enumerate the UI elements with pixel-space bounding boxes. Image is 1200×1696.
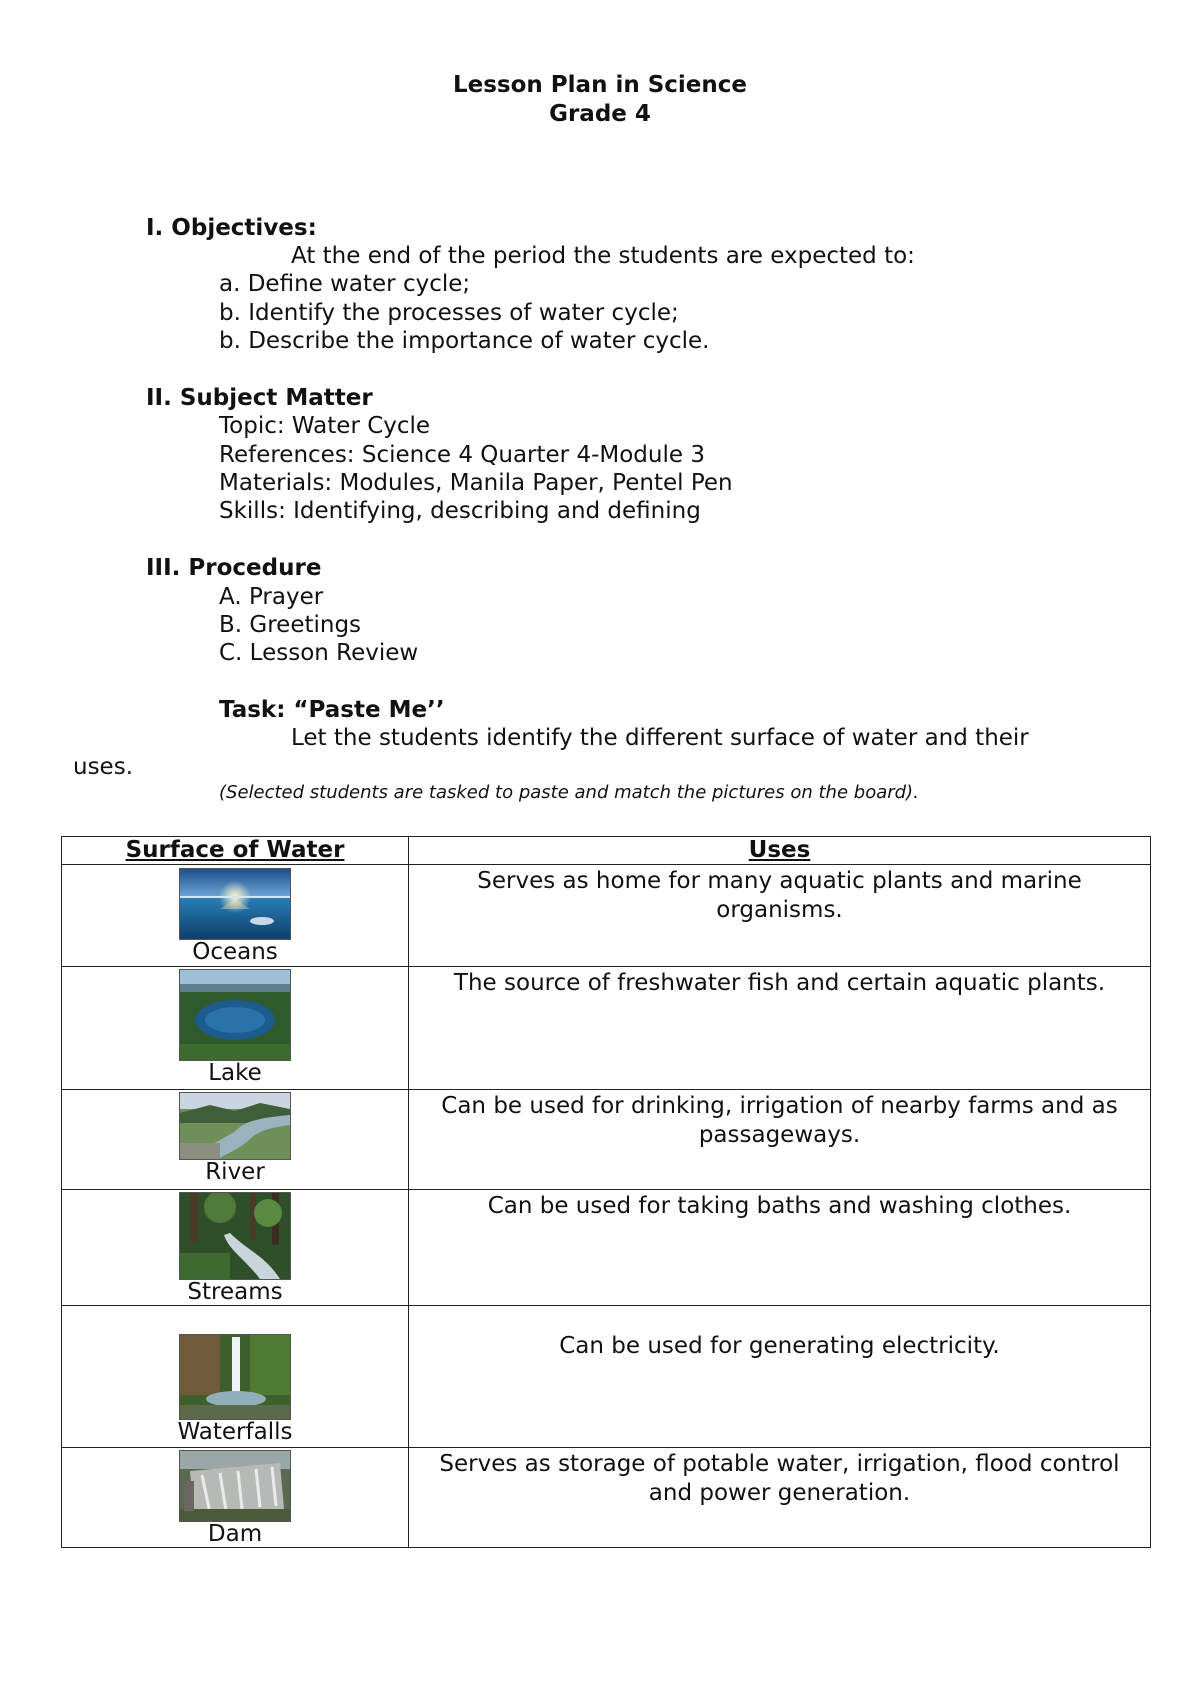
task-instruction-line2: uses.	[73, 754, 134, 780]
table-row	[62, 967, 1151, 1090]
objectives-intro: At the end of the period the students are expected to:	[291, 243, 915, 269]
subject-matter-heading: II. Subject Matter	[146, 385, 373, 411]
use-cell: Can be used for generating electricity.	[409, 1306, 1151, 1448]
table-row	[62, 1306, 1151, 1448]
subject-references: References: Science 4 Quarter 4-Module 3	[219, 442, 705, 468]
lake-photo	[179, 969, 291, 1061]
table-row	[62, 1190, 1151, 1306]
surface-cell	[62, 1190, 409, 1306]
use-cell: Serves as home for many aquatic plants and marine organisms.	[409, 865, 1151, 967]
header-uses: Uses	[409, 837, 1151, 865]
task-instruction-line1: Let the students identify the different surface of water and their	[291, 725, 1029, 751]
header-surface-of-water: Surface of Water	[62, 837, 409, 865]
use-cell: The source of freshwater fish and certain aquatic plants.	[409, 967, 1151, 1090]
objectives-heading: I. Objectives:	[146, 215, 317, 241]
table-row	[62, 1090, 1151, 1190]
surface-cell	[62, 1090, 409, 1190]
task-heading: Task: “Paste Me’’	[219, 697, 445, 723]
ocean-photo	[179, 868, 291, 940]
use-cell: Serves as storage of potable water, irrigation, flood control and power generation.	[409, 1448, 1151, 1548]
document-title: Lesson Plan in Science	[452, 72, 747, 98]
dam-photo	[179, 1450, 291, 1522]
surface-label: Lake	[208, 1060, 262, 1086]
objective-item-3: b. Describe the importance of water cycle.	[219, 328, 710, 354]
surface-label: Streams	[187, 1279, 283, 1305]
surface-cell	[62, 865, 409, 967]
subject-skills: Skills: Identifying, describing and defining	[219, 498, 701, 524]
use-cell: Can be used for drinking, irrigation of nearby farms and as passageways.	[409, 1090, 1151, 1190]
surface-of-water-table	[61, 836, 1151, 1548]
table-header-row	[62, 837, 1151, 865]
procedure-heading: III. Procedure	[146, 555, 322, 581]
procedure-step-2: B. Greetings	[219, 612, 362, 638]
surface-cell	[62, 967, 409, 1090]
surface-cell	[62, 1306, 409, 1448]
document-grade: Grade 4	[549, 101, 651, 127]
use-cell: Can be used for taking baths and washing clothes.	[409, 1190, 1151, 1306]
surface-label: Oceans	[192, 939, 278, 965]
surface-label: Dam	[207, 1521, 263, 1547]
surface-label: River	[205, 1159, 265, 1185]
waterfall-photo	[179, 1334, 291, 1420]
stream-photo	[179, 1192, 291, 1280]
surface-cell	[62, 1448, 409, 1548]
subject-topic: Topic: Water Cycle	[219, 413, 431, 439]
objective-item-2: b. Identify the processes of water cycle;	[219, 300, 679, 326]
table-row	[62, 1448, 1151, 1548]
procedure-step-3: C. Lesson Review	[219, 640, 419, 666]
river-photo	[179, 1092, 291, 1160]
objective-item-1: a. Define water cycle;	[219, 271, 471, 297]
table-row	[62, 865, 1151, 967]
subject-materials: Materials: Modules, Manila Paper, Pentel Pen	[219, 470, 733, 496]
task-note: (Selected students are tasked to paste and match the pictures on the board).	[219, 782, 919, 803]
surface-label: Waterfalls	[177, 1419, 293, 1445]
procedure-step-1: A. Prayer	[219, 584, 324, 610]
